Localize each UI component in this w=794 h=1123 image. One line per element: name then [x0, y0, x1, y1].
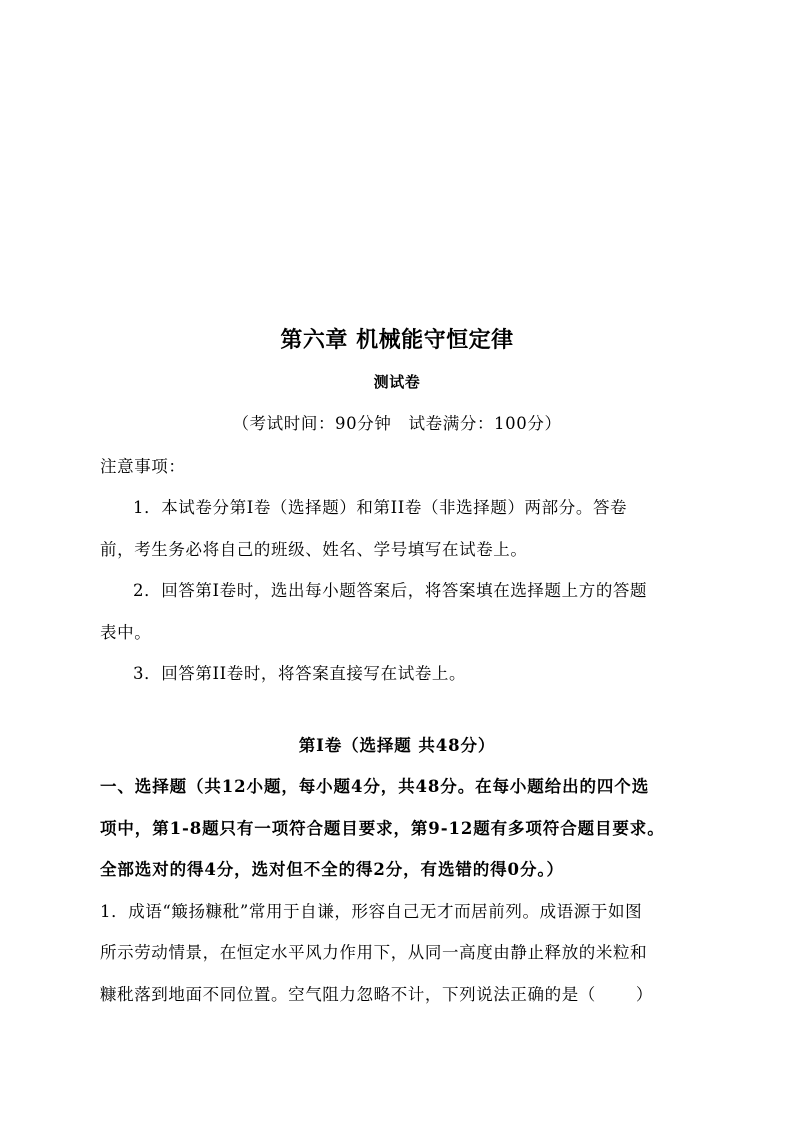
notice-2-line-2: 表中。: [100, 623, 152, 642]
question-1-line-1: 1．成语“簸扬糠秕”常用于自谦，形容自己无才而居前列。成语源于如图: [100, 902, 643, 921]
part-heading-line-1: 一、选择题（共12小题，每小题4分，共48分。在每小题给出的四个选: [100, 777, 650, 796]
section-title: 第Ⅰ卷（选择题 共48分）: [298, 736, 496, 755]
page-title: 第六章 机械能守恒定律: [280, 328, 514, 353]
part-heading-line-2: 项中，第1-8题只有一项符合题目要求，第9-12题有多项符合题目要求。: [100, 819, 665, 838]
notice-2-line-1: 2．回答第Ⅰ卷时，选出每小题答案后，将答案填在选择题上方的答题: [133, 581, 648, 600]
notice-heading: 注意事项：: [100, 457, 186, 476]
exam-info: （考试时间：90分钟 试卷满分：100分）: [232, 414, 562, 433]
part-heading-line-3: 全部选对的得4分，选对但不全的得2分，有选错的得0分。）: [100, 860, 564, 879]
page-subtitle: 测试卷: [373, 373, 421, 391]
notice-1-line-2: 前，考生务必将自己的班级、姓名、学号填写在试卷上。: [100, 540, 528, 559]
question-1-line-3-text: 糠秕落到地面不同位置。空气阻力忽略不计，下列说法正确的是（: [100, 985, 596, 1004]
question-1-line-2: 所示劳动情景，在恒定水平风力作用下，从同一高度由静止释放的米粒和: [100, 943, 648, 962]
notice-1-line-1: 1．本试卷分第Ⅰ卷（选择题）和第ⅠⅠ卷（非选择题）两部分。答卷: [133, 498, 628, 517]
notice-3-line-1: 3．回答第ⅠⅠ卷时，将答案直接写在试卷上。: [133, 664, 467, 683]
question-1-line-3: [100, 983, 700, 1007]
question-1-close-paren: ）: [635, 985, 654, 1004]
